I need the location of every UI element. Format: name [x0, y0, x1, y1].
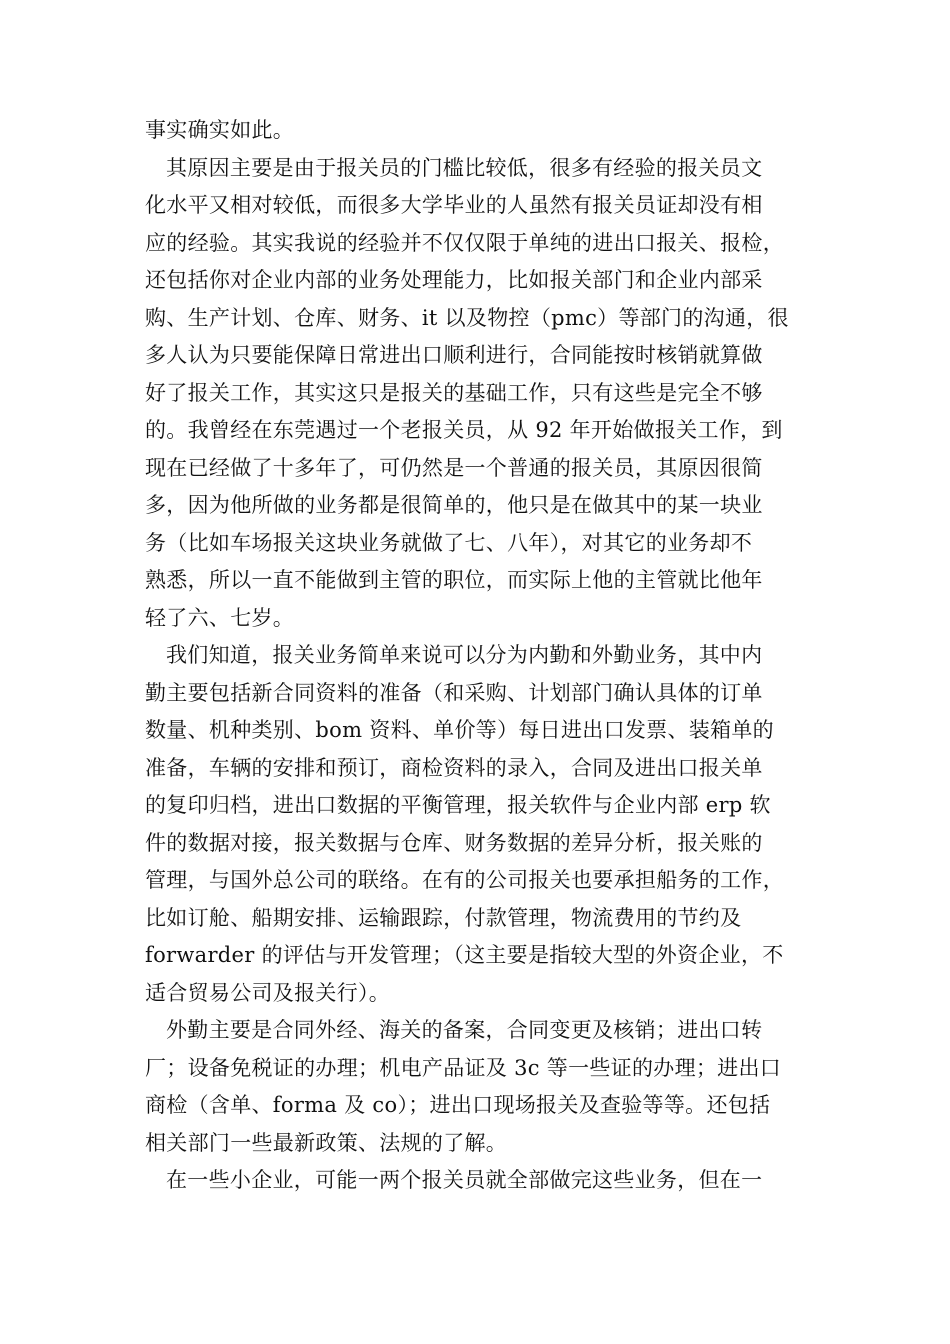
text-line: 多人认为只要能保障日常进出口顺利进行，合同能按时核销就算做	[145, 343, 763, 367]
text-line: 比如订舱、船期安排、运输跟踪，付款管理，物流费用的节约及	[145, 905, 742, 930]
paragraph-first-line: 我们知道，报关业务简单来说可以分为内勤和外勤业务，其中内	[166, 643, 763, 667]
text-line: 数量、机种类别、bom 资料、单价等）每日进出口发票、装箱单的	[145, 718, 774, 742]
text-line: 的。我曾经在东莞遇过一个老报关员，从 92 年开始做报关工作，到	[145, 418, 783, 442]
text-line: 熟悉，所以一直不能做到主管的职位，而实际上他的主管就比他年	[145, 568, 763, 592]
text-line: 的复印归档，进出口数据的平衡管理，报关软件与企业内部 erp 软	[145, 793, 771, 817]
text-line: 勤主要包括新合同资料的准备（和采购、计划部门确认具体的订单	[145, 680, 763, 705]
text-line: 件的数据对接，报关数据与仓库、财务数据的差异分析，报关账的	[145, 830, 763, 855]
text-line: 购、生产计划、仓库、财务、it 以及物控（pmc）等部门的沟通，很	[145, 305, 789, 330]
text-line: forwarder 的评估与开发管理；（这主要是指较大型的外资企业，不	[145, 943, 784, 967]
text-line: 相关部门一些最新政策、法规的了解。	[145, 1130, 508, 1155]
text-line: 事实确实如此。	[145, 118, 295, 142]
text-line: 化水平又相对较低，而很多大学毕业的人虽然有报关员证却没有相	[145, 193, 763, 217]
paragraph-first-line: 外勤主要是合同外经、海关的备案，合同变更及核销；进出口转	[166, 1018, 763, 1042]
text-line: 好了报关工作，其实这只是报关的基础工作，只有这些是完全不够	[145, 380, 763, 405]
text-line: 应的经验。其实我说的经验并不仅仅限于单纯的进出口报关、报检，	[145, 230, 784, 255]
document-body	[145, 112, 810, 1200]
text-line: 准备，车辆的安排和预订，商检资料的录入，合同及进出口报关单	[145, 755, 763, 780]
text-line: 务（比如车场报关这块业务就做了七、八年），对其它的业务却不	[145, 530, 753, 555]
paragraph-first-line: 在一些小企业，可能一两个报关员就全部做完这些业务，但在一	[166, 1168, 763, 1192]
text-line: 适合贸易公司及报关行）。	[145, 980, 391, 1005]
text-line: 多，因为他所做的业务都是很简单的，他只是在做其中的某一块业	[145, 493, 763, 517]
text-line: 厂；设备免税证的办理；机电产品证及 3c 等一些证的办理；进出口	[145, 1055, 782, 1080]
text-line: 管理，与国外总公司的联络。在有的公司报关也要承担船务的工作，	[145, 868, 784, 892]
text-line: 现在已经做了十多年了，可仍然是一个普通的报关员，其原因很简	[145, 455, 763, 480]
text-line: 商检（含单、forma 及 co）；进出口现场报关及查验等等。还包括	[145, 1093, 771, 1117]
paragraph-first-line: 其原因主要是由于报关员的门槛比较低，很多有经验的报关员文	[166, 155, 763, 180]
text-line: 还包括你对企业内部的业务处理能力，比如报关部门和企业内部采	[145, 268, 763, 292]
text-line: 轻了六、七岁。	[145, 605, 295, 630]
